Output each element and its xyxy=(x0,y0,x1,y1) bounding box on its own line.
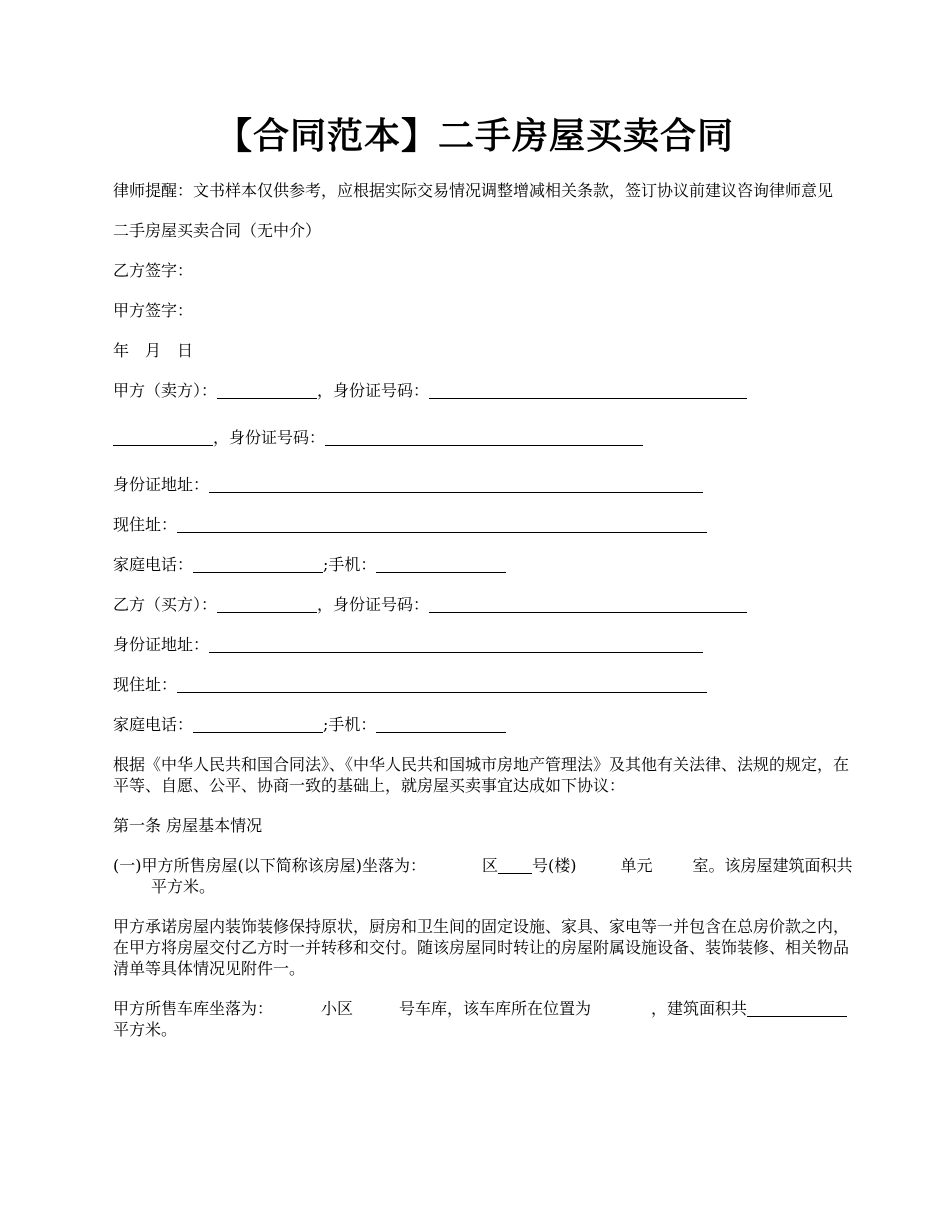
clause-garage-sqm: 平方米。 xyxy=(113,1020,178,1039)
seller-line xyxy=(113,380,853,401)
buyer-name-blank[interactable] xyxy=(217,596,317,613)
party-a-signature: 甲方签字： xyxy=(113,301,194,320)
clause-1-room-area: 室。该房屋建筑面积共 xyxy=(692,856,853,875)
seller-name-blank[interactable] xyxy=(217,382,317,399)
buyer-label: 乙方（买方）： xyxy=(113,595,218,614)
clause-garage xyxy=(113,998,853,1040)
seller-second-id-blank[interactable] xyxy=(325,429,643,446)
buyer-home-phone-blank[interactable] xyxy=(193,716,323,733)
document-body xyxy=(113,180,853,1040)
seller-second-line xyxy=(113,427,853,448)
clause-decoration: 甲方承诺房屋内装饰装修保持原状，厨房和卫生间的固定设施、家具、家电等一并包含在总房价款之内，在甲方将房屋交付乙方时一并转移和交付。随该房屋同时转让的房屋附属设施设备、装饰装修、相关物品清单等具体情况见附件一。 xyxy=(113,917,850,978)
clause-garage-community: 小区 xyxy=(321,999,354,1018)
buyer-id-label: ，身份证号码： xyxy=(317,595,430,614)
buyer-current-address-blank[interactable] xyxy=(177,676,707,693)
clause-1-district: 区 xyxy=(481,856,498,875)
seller-current-address-label: 现住址： xyxy=(113,515,178,534)
seller-second-name-blank[interactable] xyxy=(113,429,213,446)
seller-label: 甲方（卖方）： xyxy=(113,381,218,400)
seller-id-label: ，身份证号码： xyxy=(317,381,430,400)
clause-1-sqm: 平方米。 xyxy=(151,877,216,896)
article-1-heading: 第一条 房屋基本情况 xyxy=(113,816,263,835)
seller-id-blank[interactable] xyxy=(429,382,747,399)
party-b-signature: 乙方签字： xyxy=(113,261,194,280)
preamble: 根据《中华人民共和国合同法》、《中华人民共和国城市房地产管理法》及其他有关法律、法规的规定，在平等、自愿、公平、协商一致的基础上，就房屋买卖事宜达成如下协议： xyxy=(113,755,850,795)
buyer-id-address-line xyxy=(113,634,853,655)
clause-1-part1: (一)甲方所售房屋(以下简称该房屋)坐落为： xyxy=(113,856,426,875)
date-line: 年 月 日 xyxy=(113,341,194,360)
clause-1-number: 号(楼) xyxy=(532,856,577,875)
clause-garage-area: ，建筑面积共 xyxy=(651,999,748,1018)
buyer-mobile-label: ;手机： xyxy=(323,715,377,734)
document-title: 【合同范本】二手房屋买卖合同 xyxy=(215,115,734,157)
seller-mobile-blank[interactable] xyxy=(376,556,506,573)
buyer-line xyxy=(113,594,853,615)
seller-current-address-line xyxy=(113,514,853,535)
seller-mobile-label: ;手机： xyxy=(323,555,377,574)
buyer-current-address-line xyxy=(113,674,853,695)
buyer-id-address-label: 身份证地址： xyxy=(113,635,210,654)
buyer-current-address-label: 现住址： xyxy=(113,675,178,694)
seller-phone-line xyxy=(113,554,853,575)
buyer-mobile-blank[interactable] xyxy=(376,716,506,733)
lawyer-tip: 律师提醒：文书样本仅供参考，应根据实际交易情况调整增减相关条款，签订协议前建议咨询律师意见 xyxy=(113,181,834,200)
clause-garage-area-blank-2[interactable] xyxy=(765,1000,847,1017)
seller-home-phone-blank[interactable] xyxy=(193,556,323,573)
buyer-id-blank[interactable] xyxy=(429,596,747,613)
clause-1-number-blank[interactable] xyxy=(498,857,532,874)
clause-1-unit: 单元 xyxy=(620,856,653,875)
seller-id-address-blank[interactable] xyxy=(209,476,703,493)
buyer-home-phone-label: 家庭电话： xyxy=(113,715,194,734)
seller-current-address-blank[interactable] xyxy=(177,516,707,533)
seller-id-address-label: 身份证地址： xyxy=(113,475,210,494)
buyer-phone-line xyxy=(113,714,853,735)
contract-subtitle: 二手房屋买卖合同（无中介） xyxy=(113,221,322,240)
seller-id-address-line xyxy=(113,474,853,495)
seller-home-phone-label: 家庭电话： xyxy=(113,555,194,574)
clause-property-location xyxy=(113,855,853,897)
clause-garage-part1: 甲方所售车库坐落为： xyxy=(113,999,274,1018)
seller-second-id-label: ，身份证号码： xyxy=(213,428,326,447)
buyer-id-address-blank[interactable] xyxy=(209,636,703,653)
clause-garage-number: 号车库，该车库所在位置为 xyxy=(399,999,592,1018)
clause-garage-area-blank-1[interactable] xyxy=(747,1000,765,1017)
